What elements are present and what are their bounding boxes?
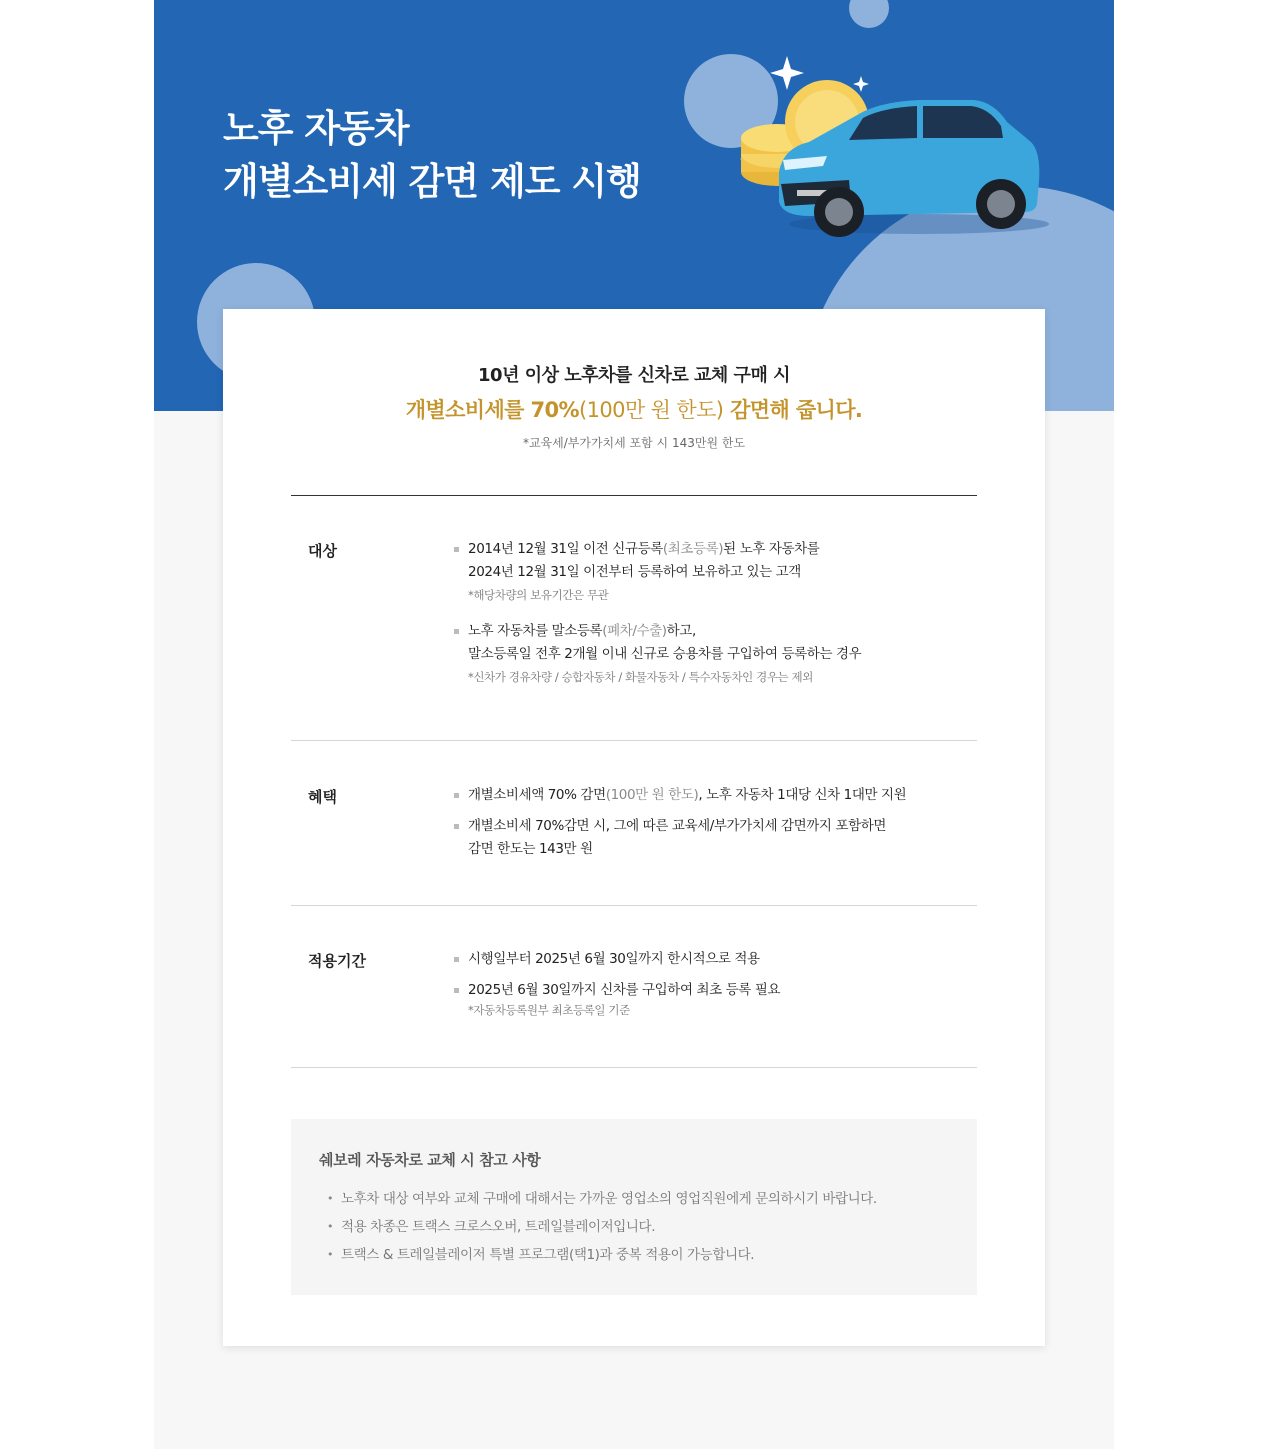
reference-item: • 트랙스 & 트레일블레이저 특별 프로그램(택1)과 중복 적용이 가능합니다. <box>327 1241 947 1269</box>
hero-title-line1: 노후 자동차 <box>223 107 409 150</box>
decor-circle <box>849 0 889 28</box>
hero-title-line2: 개별소비세 감면 제도 시행 <box>223 160 641 203</box>
section-label: 적용기간 <box>308 952 366 970</box>
section-items <box>453 784 973 861</box>
list-item <box>453 784 973 807</box>
item-text-gray: (폐차/수출) <box>602 623 667 639</box>
headline-tail: 감면해 줍니다. <box>723 398 863 422</box>
reference-list <box>327 1185 947 1269</box>
item-text: 2024년 12월 31일 이전부터 등록하여 보유하고 있는 고객 <box>468 564 801 580</box>
headline-line1: 10년 이상 노후차를 신차로 교체 구매 시 <box>478 365 790 386</box>
item-text: , 노후 자동차 1대당 신차 1대만 지원 <box>698 787 907 803</box>
section-items <box>453 538 973 688</box>
item-text: 감면 한도는 143만 원 <box>468 841 593 857</box>
item-note: *해당차량의 보유기간은 무관 <box>468 588 609 602</box>
item-text: 된 노후 자동차를 <box>723 541 820 557</box>
section-period <box>291 906 977 1068</box>
list-item <box>453 979 973 1018</box>
info-card <box>223 309 1045 1346</box>
headline-note: *교육세/부가가치세 포함 시 143만원 한도 <box>522 436 746 450</box>
reference-item: • 적용 차종은 트랙스 크로스오버, 트레일블레이저입니다. <box>327 1213 947 1241</box>
page <box>154 0 1114 1449</box>
sparkle-icon <box>853 76 869 92</box>
divider <box>291 1067 977 1068</box>
item-note: *자동차등록원부 최초등록일 기준 <box>468 1003 630 1017</box>
list-item <box>453 620 973 688</box>
section-label: 대상 <box>308 542 337 560</box>
section-target <box>291 496 977 741</box>
reference-title: 쉐보레 자동차로 교체 시 참고 사항 <box>319 1151 541 1169</box>
item-text: 2014년 12월 31일 이전 신규등록 <box>468 541 663 557</box>
reference-item: • 노후차 대상 여부와 교체 구매에 대해서는 가까운 영업소의 영업직원에게 문의하시기 바랍니다. <box>327 1185 947 1213</box>
item-text: 개별소비세 70%감면 시, 그에 따른 교육세/부가가치세 감면까지 포함하면 <box>468 818 887 834</box>
section-items <box>453 948 973 1018</box>
section-benefit <box>291 741 977 906</box>
item-text: 하고, <box>666 623 696 639</box>
reference-box <box>291 1119 977 1295</box>
list-item <box>453 538 973 606</box>
hero-illustration <box>739 52 1059 242</box>
headline-line2 <box>223 391 1045 429</box>
item-text: 2025년 6월 30일까지 신차를 구입하여 최초 등록 필요 <box>468 982 781 998</box>
headline-discount: 개별소비세를 70% <box>405 398 579 422</box>
section-label: 혜택 <box>308 788 337 806</box>
list-item <box>453 815 973 861</box>
headline-limit: (100만 원 한도) <box>579 398 724 422</box>
sparkle-icon <box>770 56 804 90</box>
hero-title <box>223 102 641 208</box>
item-note: *신차가 경유차량 / 승합자동차 / 화물자동차 / 특수자동차인 경우는 제외 <box>468 670 813 684</box>
headline-block <box>223 361 1045 455</box>
list-item: 시행일부터 2025년 6월 30일까지 한시적으로 적용 <box>453 948 973 971</box>
item-text-gray: (100만 원 한도) <box>605 787 699 803</box>
item-text-gray: (최초등록) <box>662 541 724 557</box>
item-text: 개별소비세액 70% 감면 <box>468 787 606 803</box>
item-text: 말소등록일 전후 2개월 이내 신규로 승용차를 구입하여 등록하는 경우 <box>468 646 862 662</box>
item-text: 노후 자동차를 말소등록 <box>468 623 603 639</box>
